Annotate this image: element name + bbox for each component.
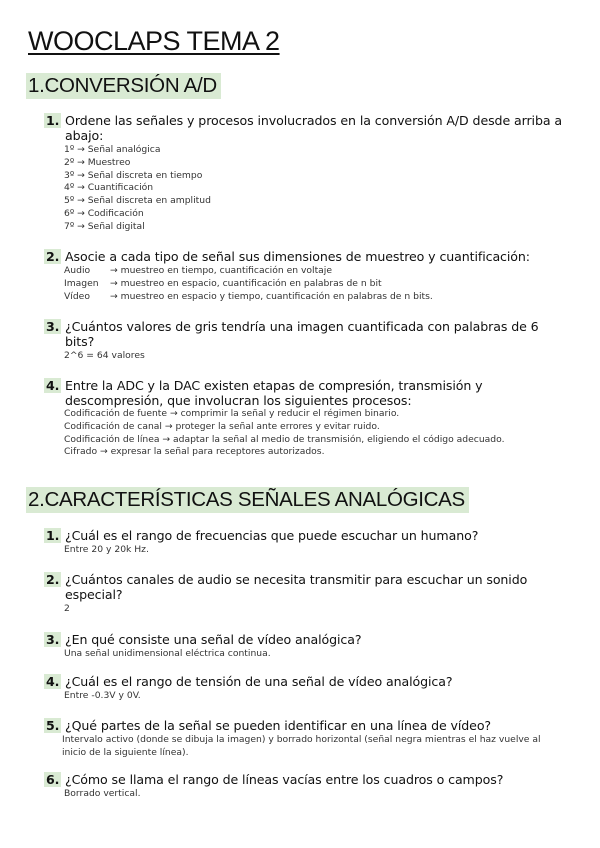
question-number: 2. [46, 572, 60, 587]
answer-line: 7º → Señal digital [64, 220, 145, 232]
question-text: ¿Cuántos valores de gris tendría una imagen cuantificada con palabras de 6 bits? [65, 319, 539, 349]
question-2-4 [46, 674, 566, 703]
question-text: Ordene las señales y procesos involucrados en la conversión A/D desde arriba a abajo: [65, 113, 562, 143]
question-number: 2. [46, 249, 60, 264]
question-text: ¿Qué partes de la señal se pueden identificar en una línea de vídeo? [65, 718, 492, 733]
answer-text: Intervalo activo (donde se dibuja la imagen) y borrado horizontal (señal negra mientras el haz vuelve al inicio de la siguiente línea). [62, 734, 541, 758]
answer-table [64, 265, 566, 303]
answer-line: Codificación de fuente → comprimir la señal y reducir el régimen binario. [64, 408, 400, 419]
answer-line: 3º → Señal discreta en tiempo [64, 169, 203, 181]
answer-row-imagen: Imagen → muestreo en espacio, cuantificación en palabras de n bit [64, 277, 382, 289]
answer-line: 4º → Cuantificación [64, 182, 154, 194]
answer-text: Borrado vertical. [64, 788, 141, 799]
question-number: 6. [46, 772, 60, 787]
answer-row-audio: Audio → muestreo en tiempo, cuantificación en voltaje [64, 265, 333, 276]
question-2-3 [46, 632, 566, 661]
answer-line: 2º → Muestreo [64, 156, 131, 168]
question-text: ¿Cuál es el rango de frecuencias que puede escuchar un humano? [65, 528, 479, 543]
question-text: Entre la ADC y la DAC existen etapas de compresión, transmisión y descompresión, que involucran los siguientes procesos: [65, 378, 483, 408]
answer-text: Entre -0.3V y 0V. [64, 690, 141, 701]
answer-list [64, 144, 566, 234]
section-heading-conversion-text: 1.CONVERSIÓN A/D [26, 73, 221, 99]
question-1-1 [46, 113, 566, 234]
answer-text: Entre 20 y 20k Hz. [64, 544, 149, 555]
question-1-4 [46, 378, 566, 459]
answer-line: Codificación de canal → proteger la señal ante errores y evitar ruido. [64, 420, 380, 432]
section-heading-analog-text: 2.CARACTERÍSTICAS SEÑALES ANALÓGICAS [26, 487, 469, 513]
question-text: Asocie a cada tipo de señal sus dimensiones de muestreo y cuantificación: [65, 249, 530, 264]
page-title: WOOCLAPS TEMA 2 [28, 26, 280, 56]
section-heading-conversion [26, 73, 221, 98]
question-1-2 [46, 249, 566, 303]
question-text: ¿Cómo se llama el rango de líneas vacías entre los cuadros o campos? [65, 772, 504, 787]
question-1-3 [46, 319, 566, 363]
question-number: 4. [46, 378, 60, 393]
question-2-6 [46, 772, 566, 801]
question-text: ¿Cuántos canales de audio se necesita transmitir para escuchar un sonido especial? [65, 572, 528, 602]
question-number: 4. [46, 674, 60, 689]
question-2-2 [46, 572, 566, 616]
question-number: 3. [46, 319, 60, 334]
answer-line: Codificación de línea → adaptar la señal al medio de transmisión, eligiendo el código adecuado. [64, 433, 505, 445]
question-number: 1. [46, 113, 60, 128]
answer-line: Cifrado → expresar la señal para receptores autorizados. [64, 446, 325, 458]
answer-text: 2^6 = 64 valores [64, 350, 145, 361]
answer-text: Una señal unidimensional eléctrica continua. [64, 648, 271, 659]
answer-line: 5º → Señal discreta en amplitud [64, 195, 211, 207]
question-2-5 [46, 718, 566, 760]
question-number: 5. [46, 718, 60, 733]
answer-line: 1º → Señal analógica [64, 144, 161, 155]
section-heading-analog [26, 487, 469, 512]
question-number: 3. [46, 632, 60, 647]
question-number: 1. [46, 528, 60, 543]
question-2-1 [46, 528, 566, 557]
question-text: ¿Cuál es el rango de tensión de una señal de vídeo analógica? [65, 674, 453, 689]
answer-line: 6º → Codificación [64, 207, 144, 219]
answer-text: 2 [64, 603, 70, 614]
answer-list [64, 408, 554, 459]
answer-row-video: Vídeo → muestreo en espacio y tiempo, cuantificación en palabras de n bits. [64, 290, 433, 302]
question-text: ¿En qué consiste una señal de vídeo analógica? [65, 632, 362, 647]
